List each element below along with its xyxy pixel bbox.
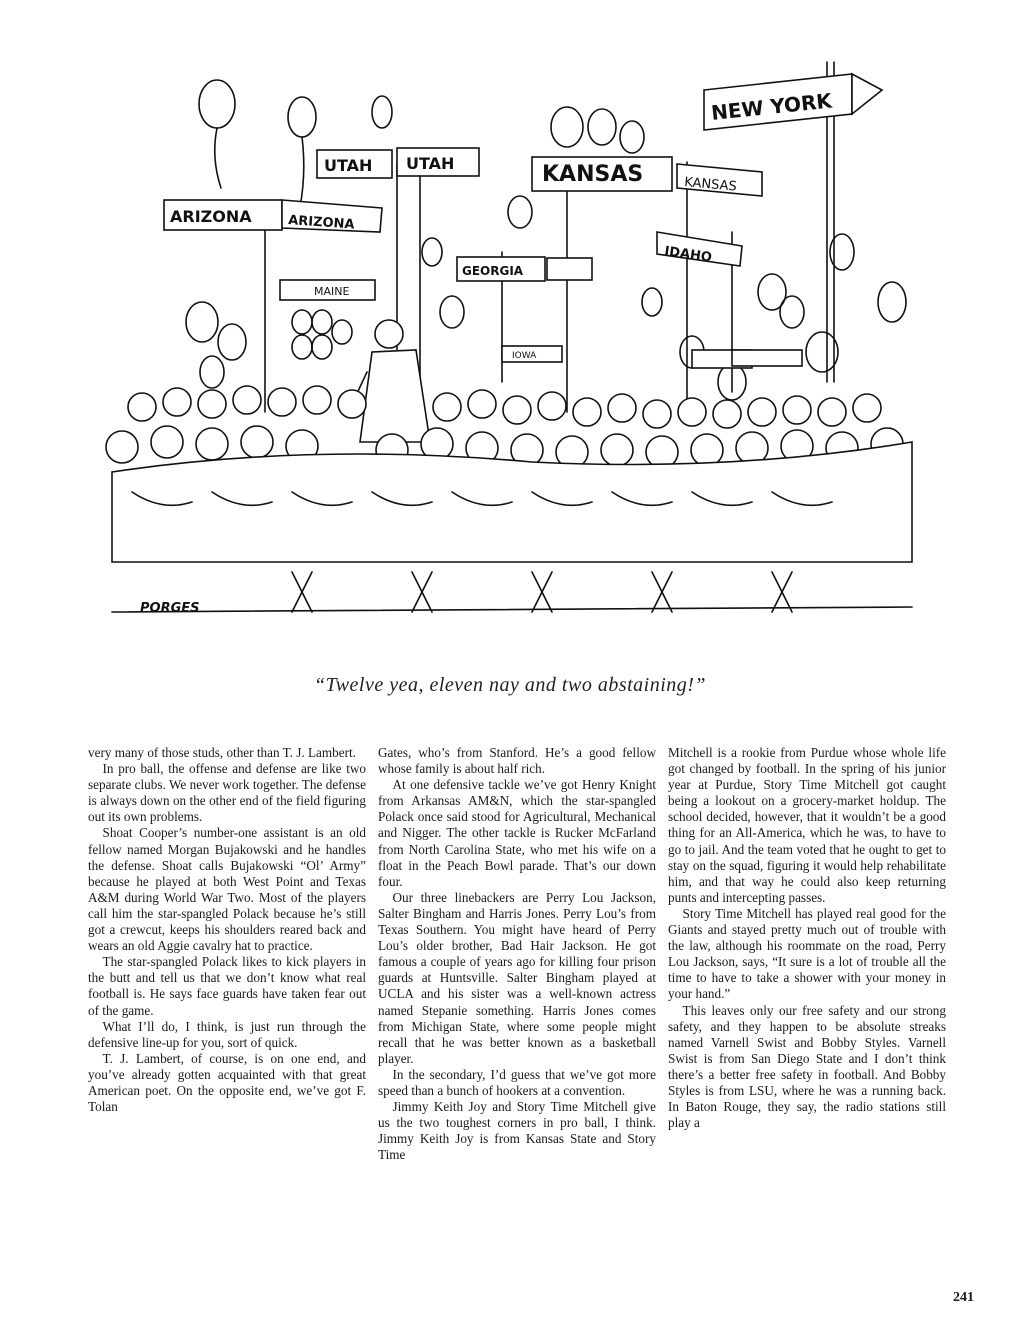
paragraph: What I’ll do, I think, is just run through the defensive line-up for you, sort of quick. (88, 1018, 366, 1050)
sign-idaho: IDAHO (663, 244, 713, 266)
sign-maine: MAINE (314, 285, 350, 298)
paragraph: In the secondary, I’d guess that we’ve got more speed than a bunch of hookers at a convention. (378, 1066, 656, 1098)
cartoon-illustration (92, 52, 940, 652)
paragraph: At one defensive tackle we’ve got Henry Knight from Arkansas AM&N, which the star-spangled Polack once said stood for Agricultural, Mechanical and Nigger. The other tackle is Rucker McFarland from North Carolina State, who met his wife on a float in the Peach Bowl parade. That’s our down four. (378, 777, 656, 889)
text-column-2 (378, 745, 656, 1163)
sign-new-york: NEW YORK (710, 88, 833, 125)
paragraph: Our three linebackers are Perry Lou Jackson, Salter Bingham and Harris Jones. Perry Lou’s from Texas Southern. You might have heard of Perry Lou’s older brother, Bad Hair Jackson. He got famous a couple of years ago for killing four prison guards at Huntsville. Salter Bingham played at UCLA and his sister was a well-known actress named Stepanie something. Harris Jones comes from Michigan State, where some people might recall that he was better known as a basketball player. (378, 889, 656, 1066)
sign-iowa: IOWA (512, 351, 537, 361)
paragraph: The star-spangled Polack likes to kick players in the butt and tell us that we don’t know what real football is. He says face guards have taken fear out of the game. (88, 954, 366, 1018)
paragraph: In pro ball, the offense and defense are like two separate clubs. We never work together. The defense is always down on the other end of the field figuring out its own problems. (88, 761, 366, 825)
article-body (88, 745, 946, 1305)
cartoon-caption: “Twelve yea, eleven nay and two abstaining!” (313, 674, 707, 696)
sign-arizona-left: ARIZONA (170, 207, 252, 226)
paragraph: Mitchell is a rookie from Purdue whose whole life got changed by football. In the spring of his junior year at Purdue, Story Time Mitchell got caught being a lookout on a grocery-market holdup. The school decided, however, that it wouldn’t be a good thing for an All-America, which he was, to have to go to jail. And the team voted that he ought to get to stay on the squad, figuring it would help rehabilitate him, and that way he could also keep returning punts and intercepting passes. (668, 745, 946, 905)
paragraph: T. J. Lambert, of course, is on one end, and you’ve already gotten acquainted with that great American poet. On the opposite end, we’ve got F. Tolan (88, 1050, 366, 1115)
sign-arizona-right: ARIZONA (287, 213, 355, 233)
page-number: 241 (953, 1290, 974, 1305)
sign-utah-left: UTAH (324, 156, 373, 175)
sign-kansas-main: KANSAS (542, 162, 644, 187)
text-column-3 (668, 745, 946, 1131)
paragraph: This leaves only our free safety and our strong safety, and they happen to be absolute streaks named Varnell Swist and Bobby Styles. Varnell Swist is from San Diego State and I don’t think there’s a better free safety in football. And Bobby Styles is from LSU, where he was a running back. In Baton Rouge, they say, the radio stations still play a (668, 1002, 946, 1131)
paragraph: very many of those studs, other than T. J. Lambert. (88, 745, 356, 760)
text-column-1 (88, 745, 366, 1115)
sign-georgia: GEORGIA (462, 264, 524, 278)
cartoon-drawing (92, 52, 940, 652)
sign-kansas-small: KANSAS (683, 175, 738, 195)
paragraph: Shoat Cooper’s number-one assistant is an old fellow named Morgan Bujakowski and he handles the defense. Shoat calls Bujakowski “Ol’ Army” because he played at both West Point and Texas A&M during World War Two. Most of the players call him the star-spangled Polack because he’s still got a crewcut, keeps his shoulders reared back and wears an old Aggie cavalry hat to practice. (88, 825, 366, 954)
paragraph: Jimmy Keith Joy and Story Time Mitchell give us the two toughest corners in pro ball, I think. Jimmy Keith Joy is from Kansas State and Story Time (378, 1099, 656, 1163)
paragraph: Gates, who’s from Stanford. He’s a good fellow whose family is about half rich. (378, 745, 656, 777)
artist-signature: PORGES (140, 601, 200, 616)
paragraph: Story Time Mitchell has played real good for the Giants and stayed pretty much out of trouble with the law, although his roommate on the road, Perry Lou Jackson, says, “It sure is a lot of trouble all the time to have to take a shower with your money in your hand.” (668, 905, 946, 1002)
sign-utah-right: UTAH (406, 154, 455, 173)
